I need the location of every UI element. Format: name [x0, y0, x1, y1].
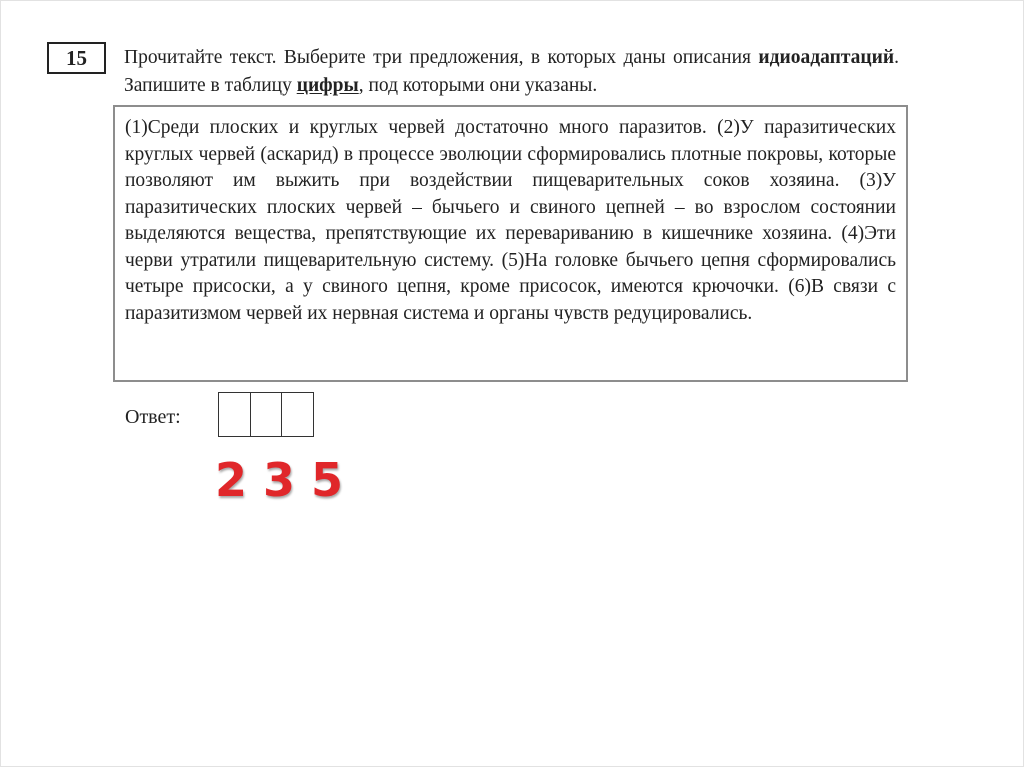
task-number-box: 15 [47, 42, 106, 74]
answer-digit-2: 3 [263, 453, 296, 507]
answer-cell-3[interactable] [281, 392, 314, 437]
answer-label: Ответ: [125, 406, 181, 428]
answer-digit-1: 2 [215, 453, 248, 507]
instruction-text-3: , под которыми они указаны. [358, 75, 598, 96]
answer-digit-3: 5 [311, 453, 344, 507]
instruction-bold-term: идиоадаптаций [758, 47, 895, 68]
answer-cell-2[interactable] [250, 392, 283, 437]
passage-box [113, 105, 908, 382]
answer-cell-1[interactable] [218, 392, 251, 437]
instruction-text-2: . Запишите в таблицу [124, 47, 899, 96]
instruction-text-1: Прочитайте текст. Выберите три предложения, в которых даны описания [124, 47, 759, 68]
instruction-underlined-term: цифры [296, 75, 359, 96]
passage-text: (1)Среди плоских и круглых червей достаточно много паразитов. (2)У паразитических круглых червей (аскарид) в процессе эволюции сформировались плотные покровы, которые позволяют им выжить при воздействии пищеварительных соков хозяина. (3)У паразитических плоских червей – бычьего и свиного цепней – во взрослом состоянии выделяются вещества, препятствующие их перевариванию в кишечнике хозяина. (4)Эти черви утратили пищеварительную систему. (5)На головке бычьего цепня сформировались четыре присоски, а у свиного цепня, кроме присосок, имеются крючочки. (6)В связи с паразитизмом червей их нервная система и органы чувств редуцировались. [125, 117, 896, 324]
task-instruction [124, 44, 899, 100]
answer-digits [215, 454, 343, 506]
answer-cells [218, 392, 314, 437]
